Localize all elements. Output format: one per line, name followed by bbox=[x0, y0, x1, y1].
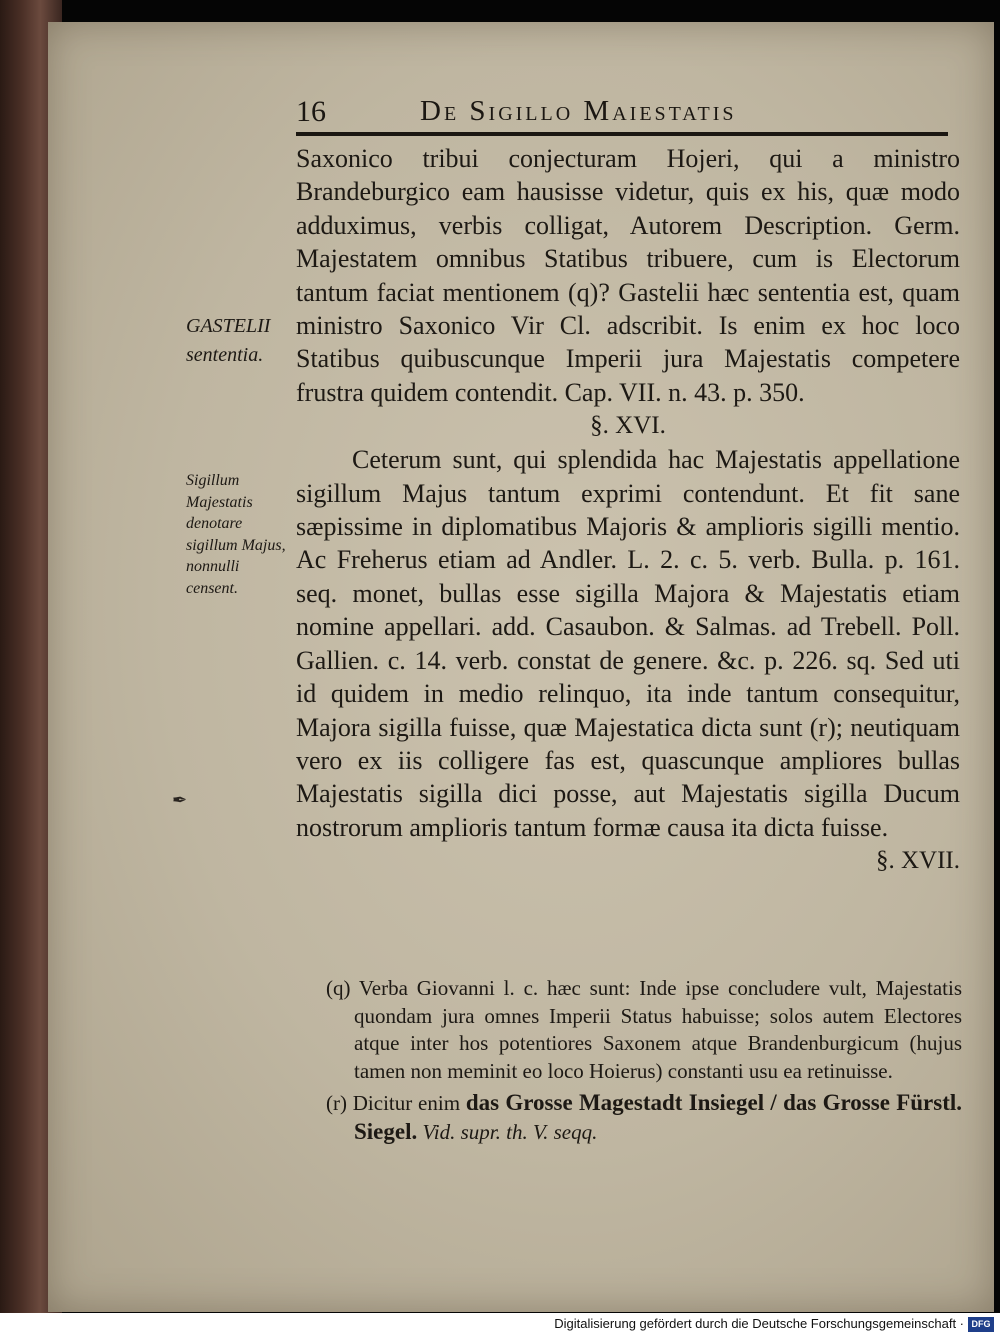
footnote-r-start: (r) Dicitur enim bbox=[326, 1091, 461, 1115]
margin-note-sigillum: Sigillum Majestatis denotare sigillum Majus, nonnulli censent. bbox=[186, 472, 286, 597]
margin-note-gastelii: GASTELII sententia. bbox=[186, 315, 271, 366]
footer-bar bbox=[0, 1313, 1000, 1337]
paragraph-continuation: Saxonico tribui conjecturam Hojeri, qui a ministro Brandeburgico eam hausisse videtur, quis ex his, quæ modo adduximus, verbis colligat, Autorem Description. Germ. Majestatem omnibus Statibus tribuere, cum is Electorum tantum faciat mentionem (q)? Gastelii hæc sententia est, quam ministro Saxonico Vir Cl. adscribit. Is enim ex hoc loco Statibus quibuscunque Imperii jura Majestatis competere frustra quidem contendit. Cap. VII. n. 43. p. 350. bbox=[296, 144, 960, 407]
footnote-q: (q) Verba Giovanni l. c. hæc sunt: Inde ipse concludere vult, Majestatis quondam jura omnes Imperii Status habuisse; solos autem Electores atque inter hos potentiores Saxonem atque Brandenburgicum (hujus tamen non meminit eo loco Hoierus) constanti usu ea retinuisse. bbox=[326, 976, 962, 1083]
stray-ink-mark: ✒ bbox=[172, 790, 188, 810]
page-header bbox=[296, 95, 960, 135]
footnote-r-german: das Grosse Magestadt Insiegel / das Grosse Fürstl. Siegel. bbox=[354, 1090, 963, 1144]
catchword: §. XVII. bbox=[875, 847, 960, 875]
main-text bbox=[296, 142, 960, 878]
header-rule bbox=[296, 132, 948, 136]
footnote-r bbox=[326, 1089, 962, 1146]
footnotes bbox=[326, 975, 962, 1150]
running-title: De Sigillo Maiestatis bbox=[420, 95, 737, 127]
footer-credit: Digitalisierung gefördert durch die Deutsche Forschungsgemeinschaft · bbox=[554, 1316, 964, 1331]
footnote-r-end: Vid. supr. th. V. seqq. bbox=[422, 1119, 598, 1144]
page-number: 16 bbox=[296, 95, 326, 128]
dfg-logo-icon: DFG bbox=[968, 1317, 994, 1332]
section-heading-xvi: §. XVI. bbox=[590, 412, 666, 440]
paragraph-xvi: Ceterum sunt, qui splendida hac Majestatis appellatione sigillum Majus tantum exprimi contendunt. Et fit sane sæpissime in diplomatibus Majoris & amplioris sigilli mentio. Ac Freherus etiam ad Andler. L. 2. c. 5. verb. Bulla. p. 161. seq. monet, bullas esse sigilla Majora & Majestatis etiam nomine appellari. add. Casaubon. & Salmas. ad Trebell. Poll. Gallien. c. 14. verb. constat de genere. &c. p. 226. sq. Sed uti id quidem in medio relinquo, ita inde tantum consequitur, Majora sigilla fuisse, quæ Majestatica dicta sunt (r); neutiquam vero ex iis colligere fas est, quascunque ampliores bullas Majestatis sigilla dici posse, aut Majestatis sigilla Ducum nostrorum amplioris tantum formæ causa ita dicta fuisse. bbox=[296, 445, 960, 842]
